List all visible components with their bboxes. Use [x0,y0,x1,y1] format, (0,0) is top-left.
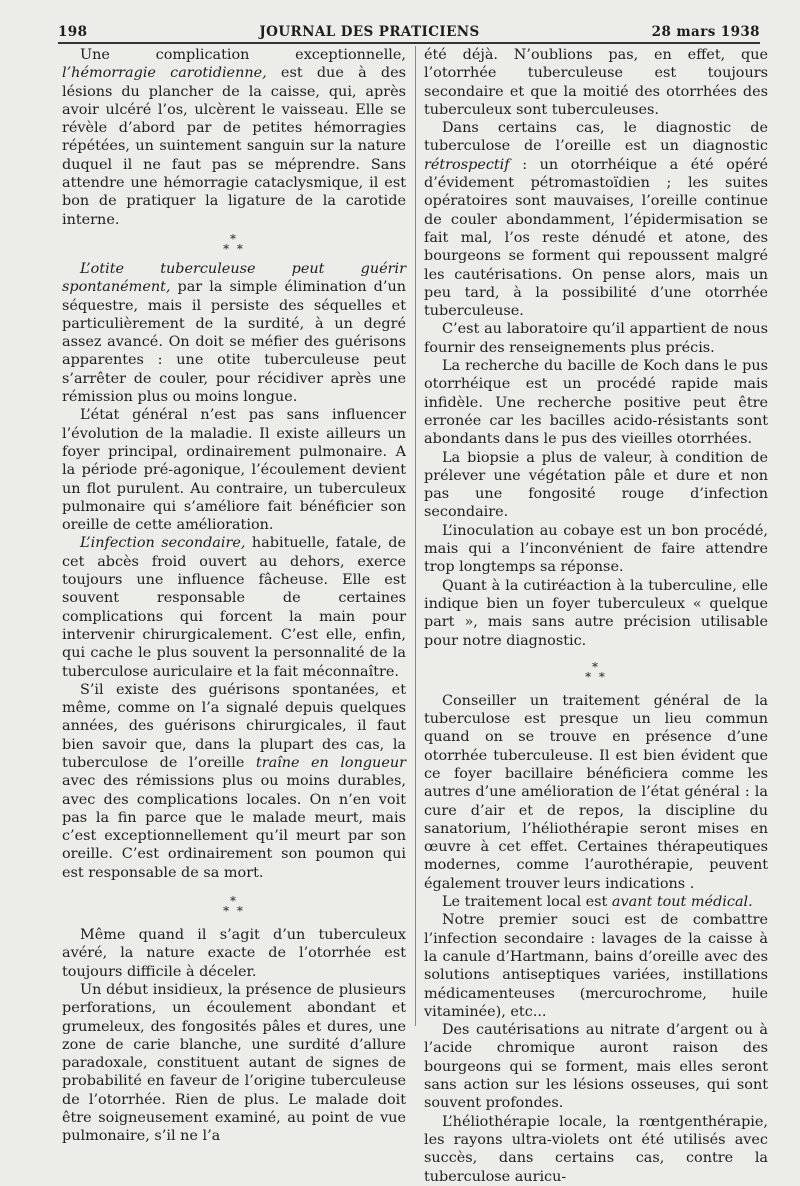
paragraph: Conseiller un traitement général de la tuberculose est presque un lieu commun quand on se trouve en présence d’une otorrhée tuberculeuse. Il est bien évident que ce foyer bacillaire bénéficiera comme les autres d’une amélioration de l’état général : la cure d’air et de repos, la discipline du sanatorium, l’héliothérapie seront mises en œuvre à cet effet. Certaines thérapeutiques modernes, comme l’aurothérapie, peuvent également trouver leurs indications . [424,692,768,892]
paragraph: été déjà. N’oublions pas, en effet, que l’otorrhée tuberculeuse est toujours secondaire et que la moitié des otorrhées des tuberculeux sont tuberculeuses. [424,47,768,118]
paragraph: L’infection secondaire, habituelle, fatale, de cet abcès froid ouvert au dehors, exerce toujours une influence fâcheuse. Elle est souvent responsable de certaines complications qui forcent la main pour intervenir chirurgicalement. C’est elle, enfin, qui cache le plus souvent la personnalité de la tuberculose auriculaire et la fait méconnaître. [62,535,406,680]
paragraph: La biopsie a plus de valeur, à condition de prélever une végétation pâle et dure et non pas une fongosité rouge d’infection secondaire. [424,449,768,521]
paragraph: L’otite tuberculeuse peut guérir spontanément, par la simple élimination d’un séquestre, mais il persiste des séquelles et particulièrement de la surdité, à un degré assez avancé. On doit se méfier des guérisons apparentes : une otite tuberculeuse peut s’arrêter de couler, pour récidiver après une rémission plus ou moins longue. [62,260,406,406]
paragraph: Une complication exceptionnelle, l’hémorragie carotidienne, est due à des lésions du plancher de la caisse, qui, après avoir ulcéré l’os, ulcèrent le vaisseau. Elle se révèle d’abord par de petites hémorragies répétées, un suintement sanguin sur la nature duquel il ne faut pas se méprendre. Sans attendre une hémorragie cataclysmique, il est bon de pratiquer la ligature de la carotide interne. [62,47,406,228]
column-divider [415,46,416,1026]
section-separator: * * * [223,894,245,919]
paragraph: Dans certains cas, le diagnostic de tuberculose de l’oreille est un diagnostic rétrospectif : un otorrhéique a été opéré d’évidement pétromastoïdien ; les suites opératoires sont mauvaises, l’oreille continue de couler abondamment, l’épidermisation se fait mal, l’os reste dénudé et atone, des bourgeons se forment qui repoussent malgré les cautérisations. On pense alors, mais un peu tard, à la possibilité d’une otorrhée tuberculeuse. [424,120,768,320]
paragraph: Même quand il s’agit d’un tuberculeux avéré, la nature exacte de l’otorrhée est toujours difficile à déceler. [62,927,406,980]
journal-title: JOURNAL DES PRATICIENS [259,24,480,40]
header-rule [58,42,760,44]
paragraph: C’est au laboratoire qu’il appartient de nous fournir des renseignements plus précis. [424,321,768,356]
paragraph: Notre premier souci est de combattre l’infection secondaire : lavages de la caisse à la canule d’Hartmann, bains d’oreille avec des solutions antiseptiques variées, instillations médicamenteuses (mercurochrome, huile vitaminée), etc... [424,912,768,1020]
paragraph: Quant à la cutiréaction à la tuberculine, elle indique bien un foyer tuberculeux « quelque part », mais sans autre précision utilisable pour notre diagnostic. [424,577,768,649]
paragraph: La recherche du bacille de Koch dans le pus otorrhéique est un procédé rapide mais infidèle. Une recherche positive peut être erronée car les bacilles acido-résistants sont abondants dans le pus des vieilles otorrhées. [424,358,768,448]
left-column [62,46,406,1146]
section-separator: * * * [223,231,245,256]
issue-date: 28 mars 1938 [651,24,760,40]
paragraph: Le traitement local est avant tout médical. [442,894,753,911]
page-number: 198 [58,24,88,40]
running-header [58,14,760,40]
paragraph: Un début insidieux, la présence de plusieurs perforations, un écoulement abondant et grumeleux, des fongosités pâles et dures, une zone de carie blanche, une surdité d’allure paradoxale, constituent autant de signes de probabilité en faveur de l’origine tuberculeuse de l’otorrhée. Rien de plus. Le malade doit être soigneusement examiné, au point de vue pulmonaire, s’il ne l’a [62,981,406,1145]
right-column [424,46,768,1186]
paragraph: Des cautérisations au nitrate d’argent ou à l’acide chromique auront raison des bourgeons qui se forment, mais elles seront sans action sur les lésions osseuses, qui sont souvent profondes. [424,1022,768,1112]
paragraph: L’inoculation au cobaye est un bon procédé, mais qui a l’inconvénient de faire attendre trop longtemps sa réponse. [424,522,768,576]
paragraph: S’il existe des guérisons spontanées, et même, comme on l’a signalé depuis quelques années, des guérisons chirurgicales, il faut bien savoir que, dans la plupart des cas, la tuberculose de l’oreille traîne en longueur avec des rémissions plus ou moins durables, avec des complications locales. On n’en voit pas la fin parce que le malade meurt, mais c’est exceptionnellement qu’il meurt par son oreille. C’est ordinairement son poumon qui est responsable de sa mort. [62,681,406,881]
paragraph: L’état général n’est pas sans influencer l’évolution de la maladie. Il existe ailleurs un foyer principal, ordinairement pulmonaire. A la période pré-agonique, l’écoulement devient un flot purulent. Au contraire, un tuberculeux pulmonaire qui s’améliore fait bénéficier son oreille de cette amélioration. [62,407,406,534]
section-separator: * * * [585,659,607,684]
paragraph: L’héliothérapie locale, la rœntgenthérapie, les rayons ultra-violets ont été utilisés avec succès, dans certains cas, contre la tuberculose auricu- [424,1113,768,1185]
